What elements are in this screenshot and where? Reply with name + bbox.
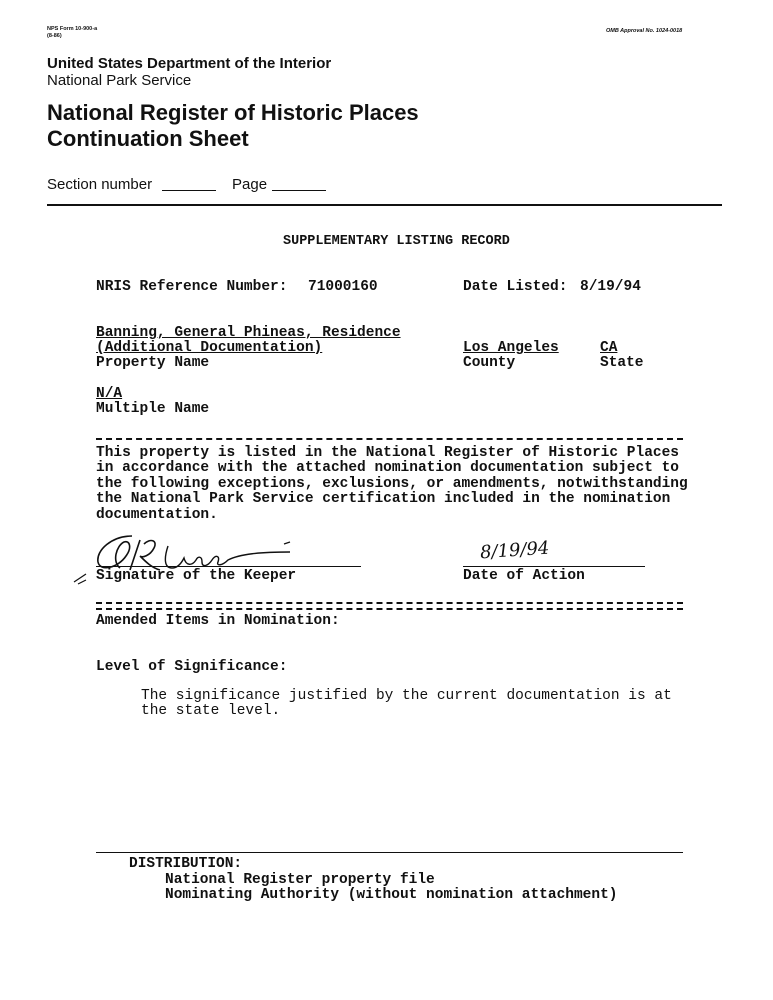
section-number-field	[162, 190, 216, 191]
state-value: CA	[600, 340, 618, 356]
distribution-rule	[96, 852, 683, 853]
multiple-name-label: Multiple Name	[96, 401, 210, 417]
section-number-label: Section number	[47, 176, 153, 193]
property-name-line-2: (Additional Documentation)	[96, 340, 323, 356]
significance-text	[141, 689, 672, 720]
significance-label: Level of Significance:	[96, 659, 288, 675]
service-name: National Park Service	[47, 72, 192, 89]
omb-approval: OMB Approval No. 1024-0018	[606, 28, 683, 34]
distribution-item: National Register property file	[165, 872, 435, 888]
statement-line: documentation.	[96, 506, 218, 523]
record-heading: SUPPLEMENTARY LISTING RECORD	[283, 234, 510, 249]
statement-line: in accordance with the attached nomination documentation subject to	[96, 460, 679, 477]
date-listed-label: Date Listed:	[463, 279, 568, 295]
date-listed-value: 8/19/94	[580, 279, 641, 295]
nris-value: 71000160	[308, 279, 378, 295]
state-label: State	[600, 355, 644, 371]
page-label: Page	[232, 176, 268, 193]
title-line-2: Continuation Sheet	[47, 126, 249, 151]
date-of-action-handwritten: 8/19/94	[479, 537, 551, 564]
signature-label: Signature of the Keeper	[96, 568, 297, 584]
page-title	[47, 100, 419, 152]
property-name-line-1: Banning, General Phineas, Residence	[96, 325, 401, 341]
distribution-item: Nominating Authority (without nomination attachment)	[165, 887, 618, 903]
department-name: United States Department of the Interior	[47, 55, 332, 72]
statement-line: the following exceptions, exclusions, or amendments, notwithstanding	[96, 475, 688, 492]
title-line-1: National Register of Historic Places	[47, 100, 419, 125]
nris-label: NRIS Reference Number:	[96, 279, 288, 295]
double-dashed-separator	[96, 602, 683, 610]
county-label: County	[463, 355, 516, 371]
form-date: (8-86)	[47, 33, 62, 39]
statement-line: This property is listed in the National Register of Historic Places	[96, 445, 679, 461]
signature-line	[96, 566, 361, 567]
listing-statement	[96, 446, 688, 523]
date-of-action-line	[463, 566, 645, 567]
statement-line: the National Park Service certification included in the nomination	[96, 491, 671, 508]
date-of-action-label: Date of Action	[463, 568, 585, 584]
significance-line: the state level.	[141, 703, 281, 720]
county-value: Los Angeles	[463, 340, 559, 356]
distribution-label: DISTRIBUTION:	[129, 856, 243, 872]
page-field	[272, 190, 326, 191]
multiple-name-value: N/A	[96, 386, 123, 402]
amended-items-label: Amended Items in Nomination:	[96, 613, 340, 629]
property-name-label: Property Name	[96, 355, 210, 371]
header-rule	[47, 204, 722, 206]
dashed-separator	[96, 438, 683, 440]
significance-line: The significance justified by the current documentation is at	[141, 688, 672, 704]
form-number: NPS Form 10-900-a	[47, 26, 98, 32]
